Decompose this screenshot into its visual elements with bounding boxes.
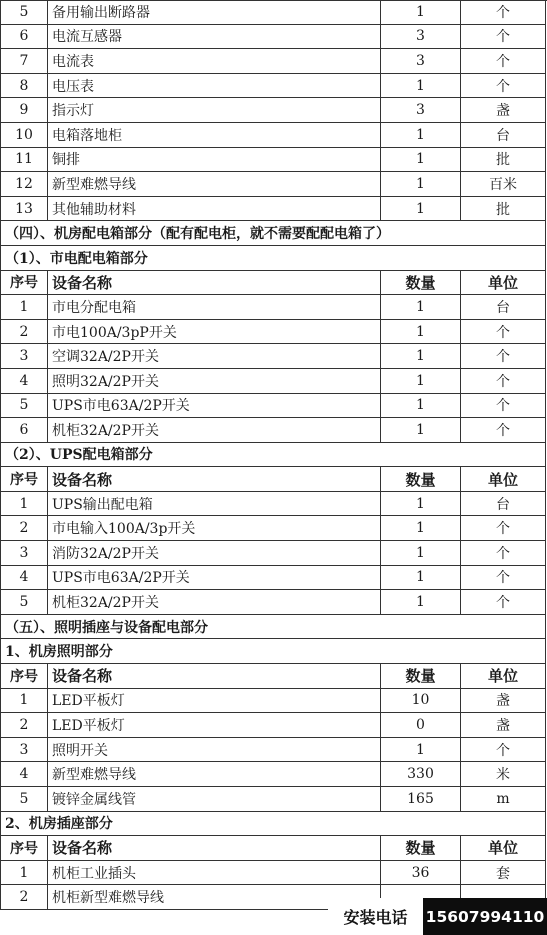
unit: 台	[461, 492, 546, 517]
quantity: 1	[381, 369, 461, 394]
device-name: 空调32A/2P开关	[48, 344, 381, 369]
device-name: 备用输出断路器	[48, 1, 381, 25]
quantity: 1	[381, 123, 461, 148]
quantity: 1	[381, 566, 461, 591]
row-number: 5	[0, 394, 48, 419]
header-device-name: 设备名称	[48, 271, 381, 296]
unit: 个	[461, 25, 546, 50]
row-number: 7	[0, 49, 48, 74]
quantity: 1	[381, 320, 461, 345]
header-device-name: 设备名称	[48, 664, 381, 689]
row-number: 1	[0, 492, 48, 517]
quantity: 1	[381, 74, 461, 99]
table-row	[0, 295, 547, 320]
unit: 个	[461, 74, 546, 99]
unit: 套	[461, 861, 546, 886]
header-quantity: 数量	[381, 836, 461, 861]
section-title: （2）、UPS配电箱部分	[0, 443, 546, 468]
header-row-number: 序号	[0, 836, 48, 861]
row-number: 2	[0, 516, 48, 541]
row-number: 1	[0, 861, 48, 886]
quantity: 1	[381, 344, 461, 369]
row-number: 10	[0, 123, 48, 148]
device-name: 市电输入100A/3p开关	[48, 516, 381, 541]
quantity: 330	[381, 762, 461, 787]
table-row	[0, 590, 547, 615]
unit: 个	[461, 516, 546, 541]
device-name: UPS输出配电箱	[48, 492, 381, 517]
table-row	[0, 541, 547, 566]
table-row	[0, 787, 547, 812]
row-number: 4	[0, 762, 48, 787]
row-number: 6	[0, 418, 48, 443]
quantity: 1	[381, 738, 461, 763]
row-number: 4	[0, 566, 48, 591]
table-row	[0, 738, 547, 763]
header-row-number: 序号	[0, 467, 48, 492]
unit: 个	[461, 344, 546, 369]
section-title: （五）、照明插座与设备配电部分	[0, 615, 546, 640]
quantity: 10	[381, 689, 461, 714]
quantity: 1	[381, 492, 461, 517]
row-number: 5	[0, 1, 48, 25]
table-row	[0, 148, 547, 173]
row-number: 3	[0, 541, 48, 566]
unit: 个	[461, 566, 546, 591]
header-quantity: 数量	[381, 467, 461, 492]
device-name: 机柜32A/2P开关	[48, 590, 381, 615]
device-name: LED平板灯	[48, 689, 381, 714]
table-row	[0, 49, 547, 74]
quantity: 3	[381, 25, 461, 50]
row-number: 5	[0, 590, 48, 615]
header-unit: 单位	[461, 271, 546, 296]
row-number: 12	[0, 172, 48, 197]
unit: 台	[461, 123, 546, 148]
unit: 个	[461, 418, 546, 443]
quantity: 1	[381, 1, 461, 25]
contact-phone: 15607994110	[423, 898, 547, 935]
row-number: 3	[0, 738, 48, 763]
header-unit: 单位	[461, 664, 546, 689]
table-row	[0, 394, 547, 419]
header-unit: 单位	[461, 467, 546, 492]
unit: 批	[461, 197, 546, 222]
quantity: 3	[381, 49, 461, 74]
table-row	[0, 74, 547, 99]
unit: 米	[461, 762, 546, 787]
device-name: 机柜32A/2P开关	[48, 418, 381, 443]
device-name: 电压表	[48, 74, 381, 99]
section-title: 2、机房插座部分	[0, 812, 546, 837]
device-name: 照明32A/2P开关	[48, 369, 381, 394]
row-number: 3	[0, 344, 48, 369]
table-row	[0, 418, 547, 443]
unit: 个	[461, 320, 546, 345]
row-number: 5	[0, 787, 48, 812]
quantity: 36	[381, 861, 461, 886]
device-name: 电流表	[48, 49, 381, 74]
unit: 个	[461, 541, 546, 566]
contact-banner	[328, 898, 547, 935]
device-name: 铜排	[48, 148, 381, 173]
table-header-row	[0, 664, 547, 689]
quantity: 1	[381, 418, 461, 443]
unit: m	[461, 787, 546, 812]
section-title: （四）、机房配电箱部分（配有配电柜，就不需要配配电箱了）	[0, 221, 546, 246]
table-row	[0, 320, 547, 345]
table-header-row	[0, 271, 547, 296]
device-name: 机柜新型难燃导线	[48, 885, 381, 910]
table-row	[0, 0, 547, 25]
unit: 盏	[461, 713, 546, 738]
table-row	[0, 492, 547, 517]
device-name: 机柜工业插头	[48, 861, 381, 886]
quantity: 3	[381, 98, 461, 123]
row-number: 6	[0, 25, 48, 50]
header-device-name: 设备名称	[48, 836, 381, 861]
device-name: UPS市电63A/2P开关	[48, 394, 381, 419]
device-name: UPS市电63A/2P开关	[48, 566, 381, 591]
device-name: 镀锌金属线管	[48, 787, 381, 812]
quantity: 0	[381, 713, 461, 738]
device-name: LED平板灯	[48, 713, 381, 738]
header-row-number: 序号	[0, 271, 48, 296]
unit: 个	[461, 369, 546, 394]
table-header-row	[0, 836, 547, 861]
device-name: 市电100A/3pP开关	[48, 320, 381, 345]
table-row	[0, 762, 547, 787]
row-number: 1	[0, 295, 48, 320]
row-number: 2	[0, 885, 48, 910]
row-number: 9	[0, 98, 48, 123]
row-number: 2	[0, 320, 48, 345]
contact-label: 安装电话	[328, 898, 423, 935]
header-quantity: 数量	[381, 664, 461, 689]
row-number: 2	[0, 713, 48, 738]
table-row	[0, 344, 547, 369]
row-number: 1	[0, 689, 48, 714]
table-row	[0, 172, 547, 197]
unit: 个	[461, 394, 546, 419]
table-row	[0, 713, 547, 738]
device-name: 指示灯	[48, 98, 381, 123]
table-row	[0, 689, 547, 714]
device-name: 市电分配电箱	[48, 295, 381, 320]
row-number: 4	[0, 369, 48, 394]
device-name: 电箱落地柜	[48, 123, 381, 148]
quantity: 165	[381, 787, 461, 812]
unit: 个	[461, 1, 546, 25]
quantity: 1	[381, 516, 461, 541]
quantity: 1	[381, 172, 461, 197]
device-name: 电流互感器	[48, 25, 381, 50]
header-quantity: 数量	[381, 271, 461, 296]
quantity: 1	[381, 590, 461, 615]
row-number: 11	[0, 148, 48, 173]
quantity: 1	[381, 197, 461, 222]
device-name: 新型难燃导线	[48, 172, 381, 197]
table-row	[0, 197, 547, 222]
table-row	[0, 566, 547, 591]
unit: 批	[461, 148, 546, 173]
device-name: 新型难燃导线	[48, 762, 381, 787]
unit: 百米	[461, 172, 546, 197]
device-name: 其他辅助材料	[48, 197, 381, 222]
unit: 盏	[461, 689, 546, 714]
row-number: 8	[0, 74, 48, 99]
table-row	[0, 98, 547, 123]
table-row	[0, 25, 547, 50]
quantity: 1	[381, 394, 461, 419]
table-row	[0, 369, 547, 394]
table-row	[0, 861, 547, 886]
header-row-number: 序号	[0, 664, 48, 689]
quantity: 1	[381, 541, 461, 566]
table-row	[0, 123, 547, 148]
unit: 个	[461, 738, 546, 763]
header-device-name: 设备名称	[48, 467, 381, 492]
section-title: （1）、市电配电箱部分	[0, 246, 546, 271]
unit: 个	[461, 49, 546, 74]
header-unit: 单位	[461, 836, 546, 861]
device-name: 消防32A/2P开关	[48, 541, 381, 566]
quantity: 1	[381, 148, 461, 173]
table-row	[0, 516, 547, 541]
unit: 个	[461, 590, 546, 615]
quantity: 1	[381, 295, 461, 320]
table-header-row	[0, 467, 547, 492]
device-name: 照明开关	[48, 738, 381, 763]
unit: 盏	[461, 98, 546, 123]
unit: 台	[461, 295, 546, 320]
row-number: 13	[0, 197, 48, 222]
section-title: 1、机房照明部分	[0, 639, 546, 664]
